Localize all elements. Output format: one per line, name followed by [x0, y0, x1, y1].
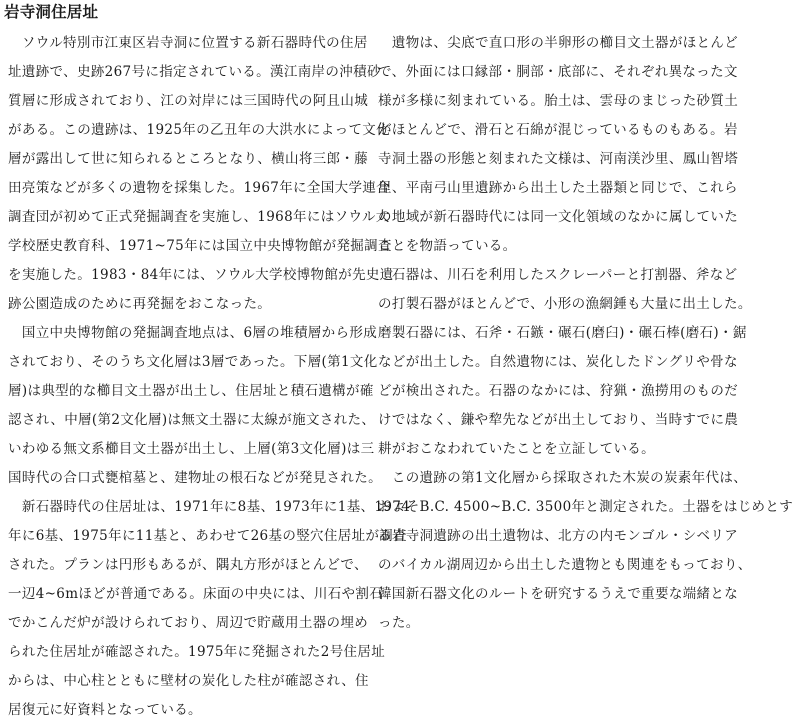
text-line: 様が多様に刻まれている。胎土は、雲母のまじった砂質土	[378, 93, 739, 109]
text-line: 里、平南弓山里遺跡から出土した土器類と同じで、これら	[378, 180, 738, 196]
text-line: この遺跡の第1文化層から採取された木炭の炭素年代は、	[378, 470, 748, 486]
text-line: 認され、中層(第2文化層)は無文土器に太線が施文された、	[8, 412, 376, 428]
right-column	[378, 29, 793, 638]
text-line: 石器は、川石を利用したスクレーパーと打割器、斧など	[378, 267, 738, 283]
text-line: 学校歴史教育科、1971~75年には国立中央博物館が発掘調査	[8, 238, 392, 254]
text-line: 址遺跡で、史跡267号に指定されている。漢江南岸の沖積砂	[8, 64, 381, 80]
text-line: けではなく、鎌や犂先などが出土しており、当時すでに農	[378, 412, 739, 428]
text-line: 調査団が初めて正式発掘調査を実施し、1968年にはソウル大	[8, 209, 390, 225]
text-line: 居復元に好資料となっている。	[8, 702, 202, 718]
text-line: で、外面には口縁部・胴部・底部に、それぞれ異なった文	[378, 64, 738, 80]
text-line: ことを物語っている。	[378, 238, 517, 254]
text-line: を実施した。1983・84年には、ソウル大学校博物館が先史遺	[8, 267, 394, 283]
text-line: 跡公園造成のために再発掘をおこなった。	[8, 296, 272, 312]
text-line: された。プランは円形もあるが、隅丸方形がほとんどで、	[8, 557, 368, 573]
text-line: 韓国新石器文化のルートを研究するうえで重要な端緒とな	[378, 586, 739, 602]
text-line: がある。この遺跡は、1925年の乙丑年の大洪水によって文化	[8, 122, 391, 138]
text-line: の打製石器がほとんどで、小形の漁網錘も大量に出土した。	[378, 296, 752, 312]
text-line: 耕がおこなわれていたことを立証している。	[378, 441, 655, 457]
text-line: いわゆる無文系櫛目文土器が出土し、上層(第3文化層)は三	[8, 441, 375, 457]
text-line: およそB.C. 4500~B.C. 3500年と測定された。土器をはじめとす	[378, 499, 793, 515]
text-line: 磨製石器には、石斧・石鏃・碾石(磨臼)・碾石棒(磨石)・鋸	[378, 325, 747, 341]
text-line: 寺洞土器の形態と刻まれた文様は、河南渼沙里、鳳山智塔	[378, 151, 739, 167]
text-line: った。	[378, 615, 420, 631]
text-line: がほとんどで、滑石と石綿が混じっているものもある。岩	[378, 122, 738, 138]
text-line: 国立中央博物館の発掘調査地点は、6層の堆積層から形成	[8, 325, 378, 341]
text-line: のバイカル湖周辺から出土した遺物とも関連をもっており、	[378, 557, 752, 573]
text-line: 層)は典型的な櫛目文土器が出土し、住居址と積石遺構が確	[8, 383, 374, 399]
text-line: どが検出された。石器のなかには、狩猟・漁撈用のものだ	[378, 383, 739, 399]
text-line: 国時代の合口式甕棺墓と、建物址の根石などが発見された。	[8, 470, 382, 486]
text-line: などが出土した。自然遺物には、炭化したドングリや骨な	[378, 354, 738, 370]
text-line: の地域が新石器時代には同一文化領域のなかに属していた	[378, 209, 739, 225]
text-line: でかこんだ炉が設けられており、周辺で貯蔵用土器の埋め	[8, 615, 369, 631]
text-line: ソウル特別市江東区岩寺洞に位置する新石器時代の住居	[8, 35, 368, 51]
left-column	[8, 29, 411, 725]
text-line: 一辺4~6mほどが普通である。床面の中央には、川石や割石	[8, 586, 384, 602]
text-line: されており、そのうち文化層は3層であった。下層(第1文化	[8, 354, 378, 370]
text-line: る岩寺洞遺跡の出土遺物は、北方の内モンゴル・シベリア	[378, 528, 739, 544]
text-line: 田亮策などが多くの遺物を採集した。1967年に全国大学連合	[8, 180, 391, 196]
text-line: 年に6基、1975年に11基と、あわせて26基の竪穴住居址が調査	[8, 528, 408, 544]
text-line: 遺物は、尖底で直口形の半卵形の櫛目文土器がほとんど	[378, 35, 739, 51]
article-title: 岩寺洞住居址	[4, 3, 99, 21]
text-line: からは、中心柱とともに壁材の炭化した柱が確認され、住	[8, 673, 369, 689]
text-line: られた住居址が確認された。1975年に発掘された2号住居址	[8, 644, 386, 660]
text-line: 層が露出して世に知られるところとなり、横山将三郎・藤	[8, 151, 369, 167]
text-line: 質層に形成されており、江の対岸には三国時代の阿且山城	[8, 93, 369, 109]
text-line: 新石器時代の住居址は、1971年に8基、1973年に1基、1974	[8, 499, 411, 515]
